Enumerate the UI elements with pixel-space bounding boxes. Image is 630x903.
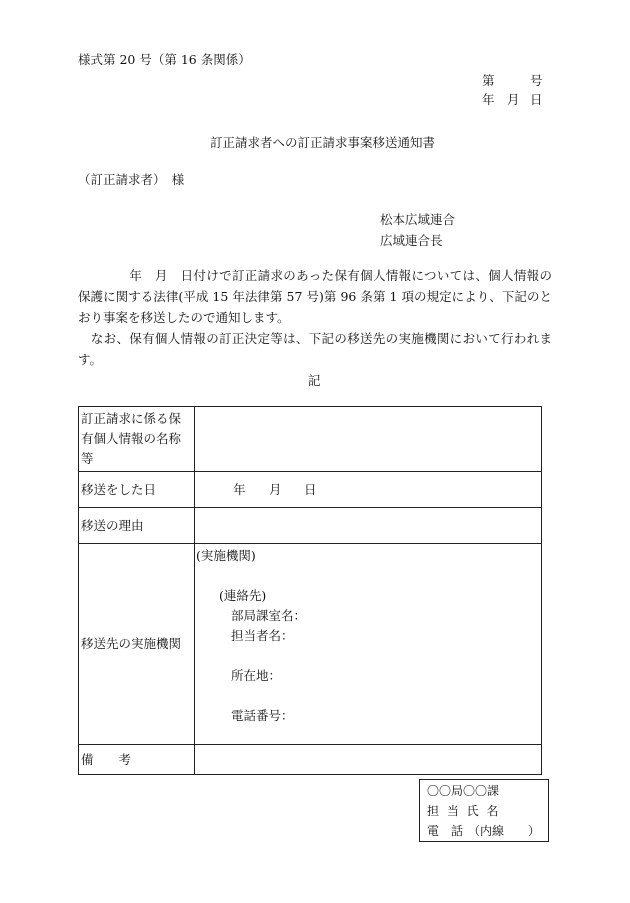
addressee: （訂正請求者） 様 <box>78 172 185 187</box>
destination-department: 部局課室名： <box>231 608 307 623</box>
contact-phone-label: 電 話 <box>427 824 464 838</box>
body-paragraph-2: なお、保有個人情報の訂正決定等は、下記の移送先の実施機関において行われます。 <box>78 331 552 367</box>
doc-number-go: 号 <box>530 73 543 88</box>
row-label-transfer-date: 移送をした日 <box>79 472 195 508</box>
destination-address: 所在地： <box>231 668 282 683</box>
destination-person: 担当者名： <box>231 628 294 643</box>
row-value-reason[interactable] <box>195 508 542 544</box>
sender-organization: 松本広域連合 <box>380 212 456 227</box>
row-value-record-name[interactable] <box>195 407 542 472</box>
row-value-destination[interactable] <box>195 544 542 745</box>
body-paragraph-1: 年 月 日付けで訂正請求のあった保有個人情報については、個人情報の保護に関する法律(平成 15 年法律第 57 号)第 96 条第 1 項の規定により、下記のとおり事案を移送したので通知します。 <box>78 268 552 325</box>
row-label-destination: 移送先の実施機関 <box>79 544 195 745</box>
row-label-reason: 移送の理由 <box>79 508 195 544</box>
date-year: 年 <box>482 92 495 107</box>
destination-phone: 電話番号： <box>231 708 294 723</box>
row-value-remarks[interactable] <box>195 745 542 775</box>
contact-person-label: 担 当 氏 名 <box>427 804 501 818</box>
row-label-record-name: 訂正請求に係る保有個人情報の名称等 <box>79 407 195 472</box>
transfer-details-table <box>78 406 542 775</box>
transfer-date-day: 日 <box>304 481 317 497</box>
destination-jisshi: (実施機関) <box>196 548 256 563</box>
date-month: 月 <box>507 92 520 107</box>
transfer-date-year: 年 <box>233 481 246 497</box>
row-label-remarks: 備 考 <box>79 745 195 775</box>
contact-extension: （内線 ） <box>468 824 541 838</box>
form-number: 様式第 20 号（第 16 条関係） <box>78 52 251 67</box>
destination-renraku: (連絡先) <box>219 588 267 603</box>
transfer-date-month: 月 <box>269 481 282 497</box>
sender-position: 広域連合長 <box>380 233 443 248</box>
row-value-transfer-date[interactable] <box>195 472 542 508</box>
ki-label: 記 <box>308 373 321 388</box>
date-day: 日 <box>530 92 543 107</box>
contact-box <box>419 779 549 842</box>
contact-department: 〇〇局〇〇課 <box>427 784 500 798</box>
document-title: 訂正請求者への訂正請求事案移送通知書 <box>210 135 436 150</box>
doc-number-dai: 第 <box>482 73 495 88</box>
